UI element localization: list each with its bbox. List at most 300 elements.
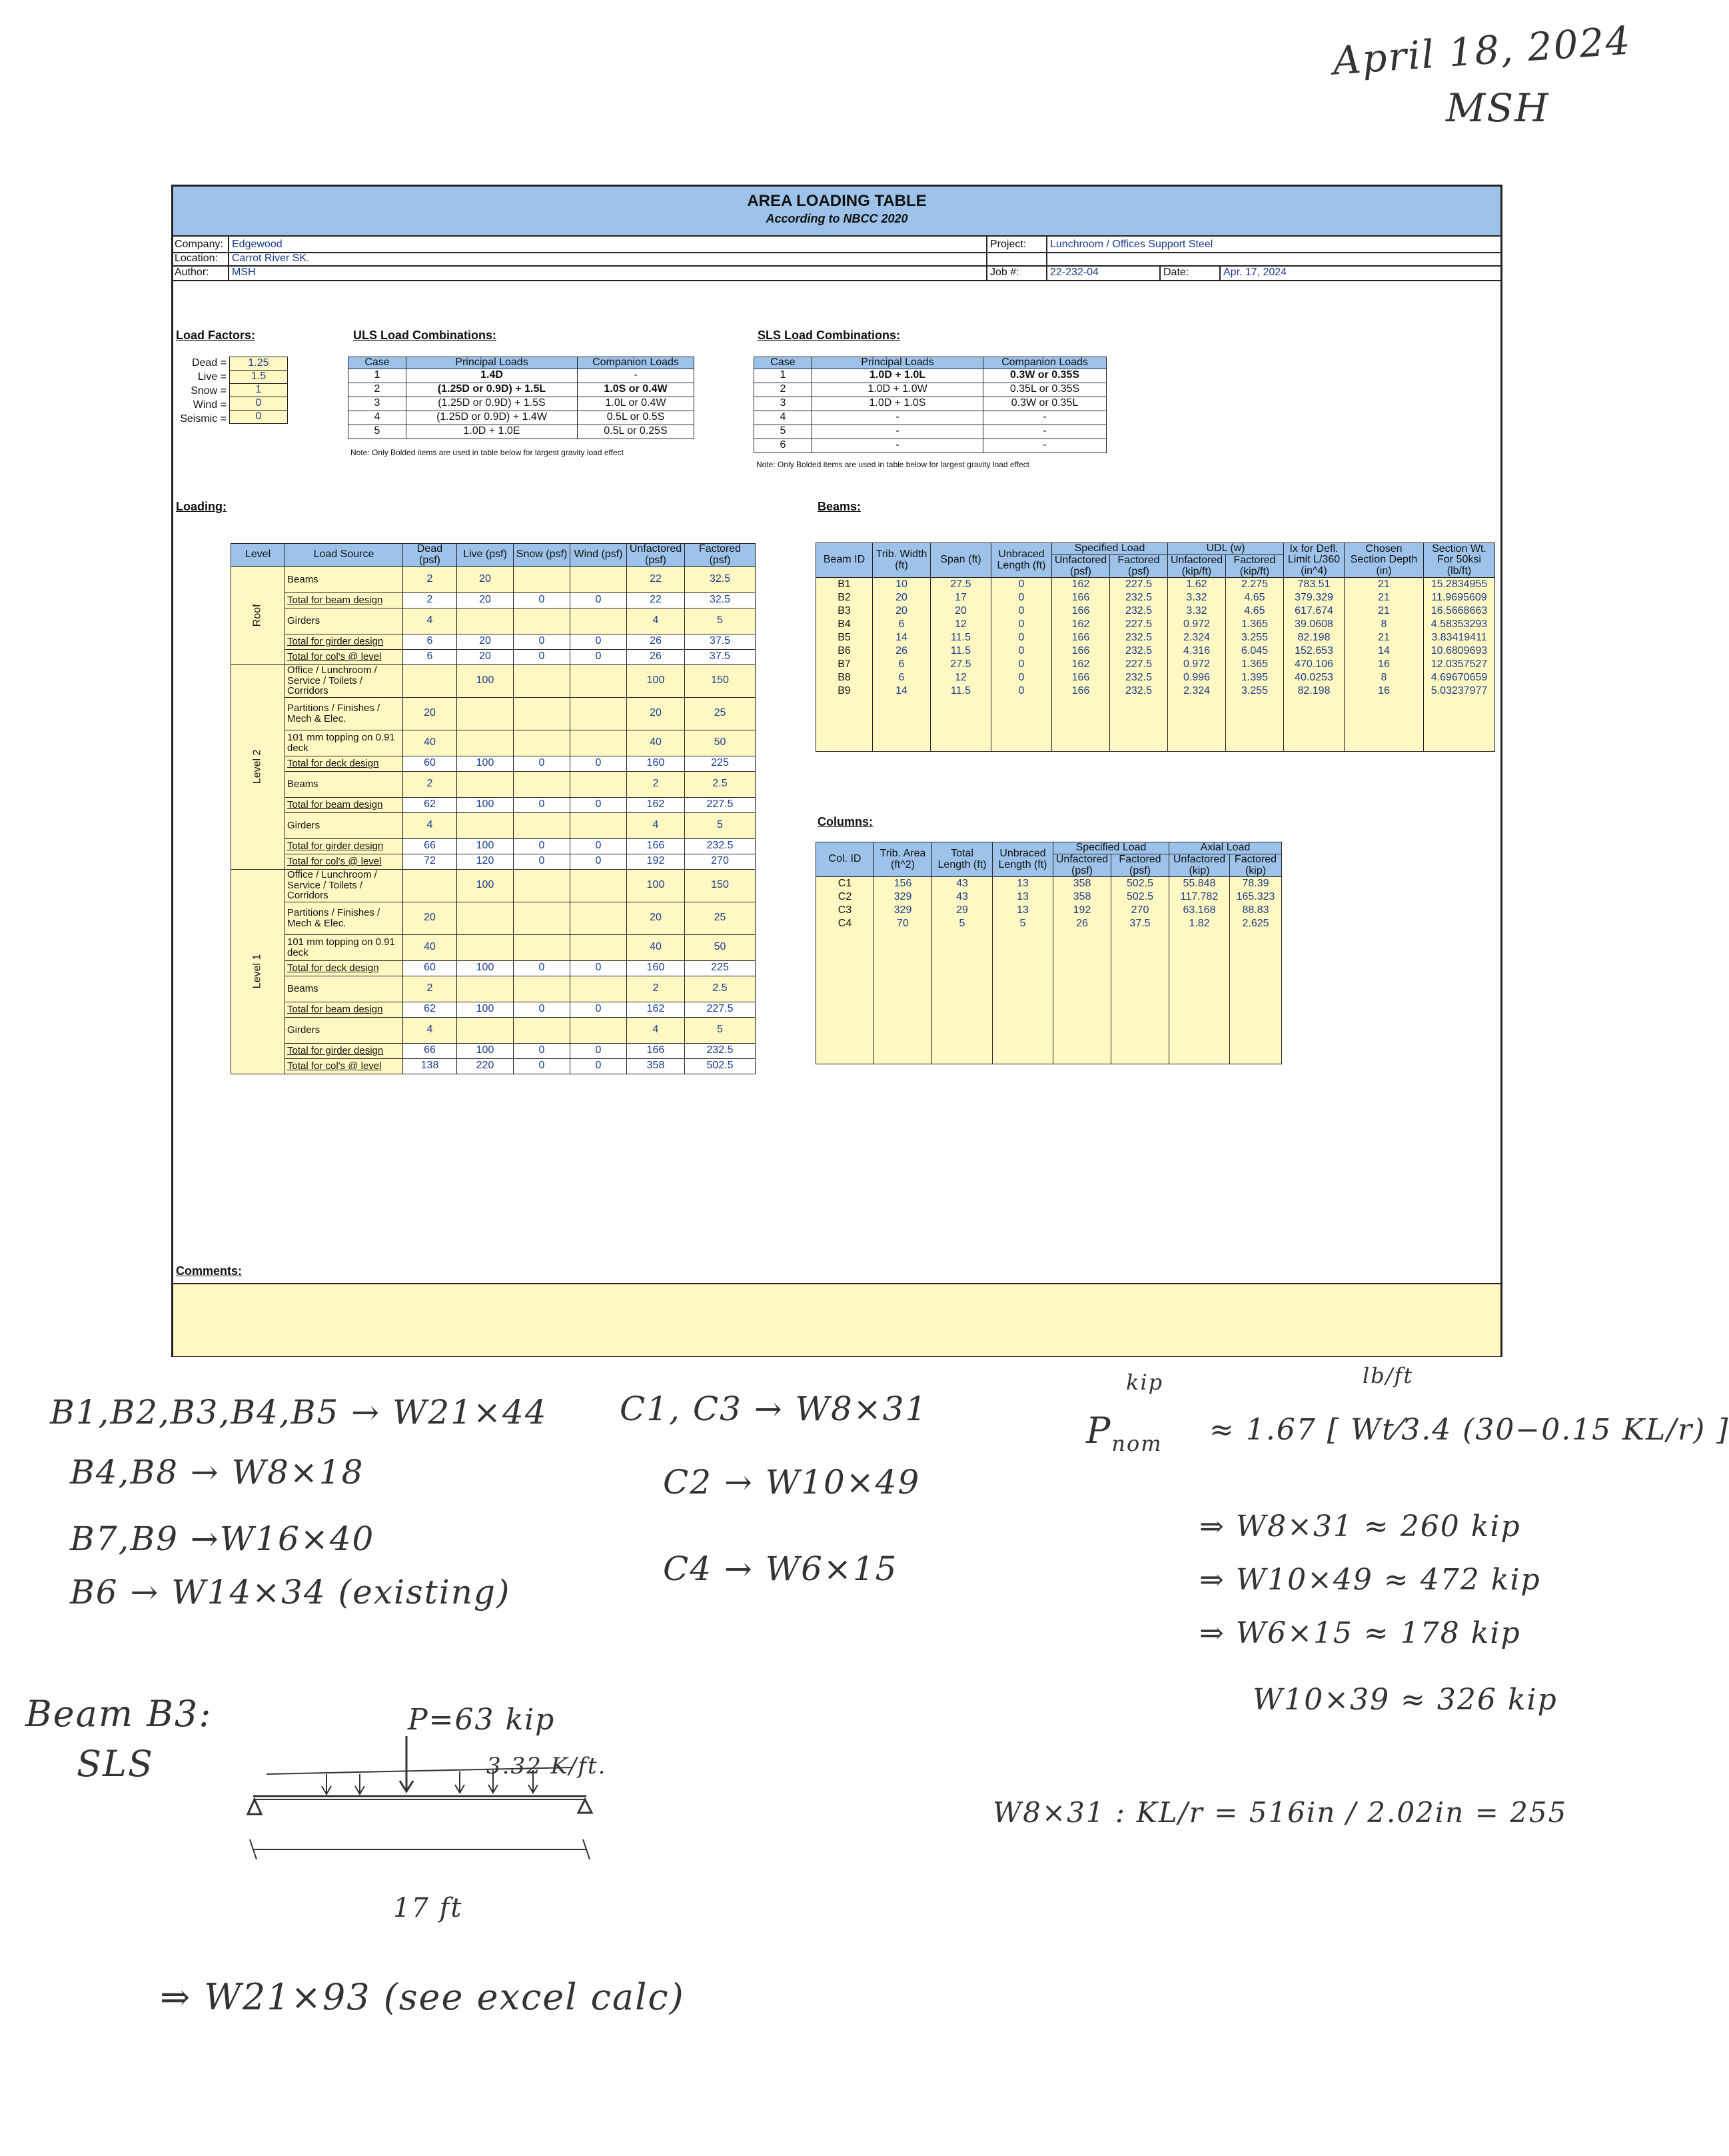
- beam-value: 232.5: [1110, 604, 1168, 618]
- beam-sketch: [240, 1733, 613, 1879]
- load-value: 162: [627, 797, 685, 812]
- load-value: 225: [685, 756, 756, 771]
- beam-row: [816, 684, 1495, 698]
- load-source: Beams: [285, 566, 403, 592]
- load-value: 66: [403, 1043, 457, 1058]
- load-value: 2.5: [685, 771, 756, 797]
- handwritten-date: April 18, 2024: [1331, 17, 1633, 84]
- beam-value: 15.2834955: [1424, 578, 1495, 592]
- beam-value: 16.5668663: [1424, 604, 1495, 618]
- load-value: 0: [514, 592, 570, 608]
- load-value: 0: [514, 649, 570, 664]
- load-value: 166: [627, 838, 685, 854]
- load-value: 62: [403, 797, 457, 812]
- load-value: 4: [403, 812, 457, 838]
- loading-row: [231, 960, 756, 976]
- point-load-label: P=63 kip: [408, 1703, 556, 1737]
- beam-value: 232.5: [1110, 591, 1168, 604]
- load-value: 0: [514, 854, 570, 869]
- columns-table: Col. ID Trib. Area (ft^2) Total Length (ft) Unbraced Length (ft) Specified Load Axial Load Unfactored (psf) Factored (psf) Unfactored (kip) Factored (kip) C1 156 43 13 358 502.5 55.848 78.39 C2 329 43 13 358 502.5 117.782 165.323 C3 329 29 13 192 270 63.168 88.83 C4 70 5 5 26 37.5 1.82 2.625: [816, 842, 1282, 1064]
- load-value: 2: [403, 592, 457, 608]
- load-value: 40: [627, 730, 685, 756]
- load-value: 40: [403, 730, 457, 756]
- beam-value: 4.65: [1226, 591, 1284, 604]
- load-value: 227.5: [685, 1002, 756, 1017]
- beam-id: B8: [816, 671, 873, 684]
- load-value: 5: [685, 1017, 756, 1043]
- load-value: [514, 664, 570, 697]
- loading-row: [231, 869, 756, 902]
- load-value: 0: [570, 960, 627, 976]
- project-label: Project:: [990, 239, 1027, 250]
- beam-value: 4.58353293: [1424, 618, 1495, 631]
- load-value: 20: [627, 697, 685, 730]
- beam-id: B7: [816, 658, 873, 671]
- load-value: [514, 771, 570, 797]
- beam-value: 27.5: [931, 578, 991, 592]
- load-value: [457, 976, 514, 1002]
- beam-value: 379.329: [1284, 591, 1345, 604]
- loading-row: [231, 649, 756, 664]
- load-value: 0: [514, 1002, 570, 1017]
- load-value: 0: [570, 854, 627, 869]
- load-value: 220: [457, 1058, 514, 1074]
- load-value: 50: [685, 730, 756, 756]
- beam-value: 12: [931, 618, 991, 631]
- loading-row: [231, 1058, 756, 1074]
- column-value: 13: [993, 877, 1053, 891]
- beam-value: 12: [931, 671, 991, 684]
- column-value: 13: [993, 890, 1053, 904]
- beam-value: 1.365: [1226, 618, 1284, 631]
- uls-table: Case Principal Loads Companion Loads 1 1.4D - 2 (1.25D or 0.9D) + 1.5L 1.0S or 0.4W 3 (1.25D or 0.9D) + 1.5S 1.0L or 0.4W 4 (1.25D or 0.9D) + 1.4W 0.5L or 0.5S 5 1.0D + 1.0E 0.5L or 0.25S: [348, 357, 694, 439]
- beam-value: 5.03237977: [1424, 684, 1495, 698]
- beam-value: 166: [1052, 671, 1110, 684]
- load-source: Total for beam design: [285, 592, 403, 608]
- columns-title: Columns:: [818, 815, 873, 828]
- column-value: 329: [874, 904, 932, 917]
- load-source: Total for girder design: [285, 838, 403, 854]
- beam-value: 14: [873, 684, 931, 698]
- beam-value: 166: [1052, 604, 1110, 618]
- load-value: [570, 1017, 627, 1043]
- load-value: [457, 730, 514, 756]
- beam-value: 0: [991, 658, 1052, 671]
- load-value: [457, 934, 514, 960]
- load-value: 0: [570, 838, 627, 854]
- load-value: [514, 730, 570, 756]
- column-value: 78.39: [1230, 877, 1282, 891]
- load-value: 37.5: [685, 634, 756, 649]
- load-value: 4: [627, 812, 685, 838]
- column-value: 358: [1053, 890, 1111, 904]
- beam-value: 3.32: [1168, 591, 1226, 604]
- load-value: 100: [627, 869, 685, 902]
- beam-value: 4.316: [1168, 644, 1226, 658]
- load-value: [514, 976, 570, 1002]
- load-value: 232.5: [685, 1043, 756, 1058]
- beam-value: 162: [1052, 658, 1110, 671]
- load-source: Office / Lunchroom / Service / Toilets / Corridors: [285, 664, 403, 697]
- uls-title: ULS Load Combinations:: [353, 329, 496, 342]
- beam-value: 0: [991, 644, 1052, 658]
- company-value: Edgewood: [232, 239, 283, 250]
- column-value: 165.323: [1230, 890, 1282, 904]
- load-value: 0: [570, 592, 627, 608]
- beam-value: 227.5: [1110, 618, 1168, 631]
- sheet-subtitle: According to NBCC 2020: [766, 212, 908, 225]
- loading-row: [231, 771, 756, 797]
- load-value: 25: [685, 697, 756, 730]
- load-value: [457, 771, 514, 797]
- column-value: 63.168: [1169, 904, 1230, 917]
- load-value: [570, 771, 627, 797]
- beam-value: 0: [991, 631, 1052, 644]
- beam-value: 82.198: [1284, 631, 1345, 644]
- column-row: [816, 917, 1282, 930]
- beam-value: 26: [873, 644, 931, 658]
- column-value: 117.782: [1169, 890, 1230, 904]
- load-value: 0: [570, 1002, 627, 1017]
- beam-value: 0: [991, 671, 1052, 684]
- load-value: 166: [627, 1043, 685, 1058]
- load-source: Total for girder design: [285, 634, 403, 649]
- beam-row: [816, 591, 1495, 604]
- load-value: [570, 566, 627, 592]
- company-label: Company:: [175, 239, 223, 250]
- beam-value: 17: [931, 591, 991, 604]
- beam-value: 470.106: [1284, 658, 1345, 671]
- loading-row: [231, 756, 756, 771]
- load-value: 60: [403, 960, 457, 976]
- load-value: 0: [514, 1043, 570, 1058]
- beam-value: 21: [1345, 578, 1424, 592]
- beam-value: 6: [873, 658, 931, 671]
- sls-note: Note: Only Bolded items are used in table below for largest gravity load effect: [756, 460, 1029, 469]
- level-label: Level 1: [231, 869, 285, 1074]
- load-value: 138: [403, 1058, 457, 1074]
- beam-value: 20: [873, 591, 931, 604]
- load-source: Total for girder design: [285, 1043, 403, 1058]
- author-label: Author:: [175, 267, 209, 278]
- uls-note: Note: Only Bolded items are used in table below for largest gravity load effect: [350, 448, 624, 457]
- load-value: [514, 697, 570, 730]
- load-value: 5: [685, 608, 756, 634]
- load-value: [570, 934, 627, 960]
- load-value: 120: [457, 854, 514, 869]
- beam-value: 2.275: [1226, 578, 1284, 592]
- load-value: 2: [403, 771, 457, 797]
- load-source: 101 mm topping on 0.91 deck: [285, 934, 403, 960]
- load-value: [457, 1017, 514, 1043]
- beam-id: B2: [816, 591, 873, 604]
- load-value: [570, 812, 627, 838]
- load-value: 72: [403, 854, 457, 869]
- load-value: [514, 566, 570, 592]
- beam-row: [816, 631, 1495, 644]
- load-value: 232.5: [685, 838, 756, 854]
- beam-value: 6: [873, 671, 931, 684]
- beam-value: 82.198: [1284, 684, 1345, 698]
- load-value: 100: [457, 869, 514, 902]
- beam-value: 232.5: [1110, 631, 1168, 644]
- load-value: 0: [570, 1043, 627, 1058]
- beam-value: 21: [1345, 591, 1424, 604]
- loading-row: [231, 902, 756, 934]
- load-value: 2: [403, 976, 457, 1002]
- beam-value: 8: [1345, 671, 1424, 684]
- load-value: 502.5: [685, 1058, 756, 1074]
- column-value: 329: [874, 890, 932, 904]
- loading-row: [231, 838, 756, 854]
- load-value: 25: [685, 902, 756, 934]
- column-value: 88.83: [1230, 904, 1282, 917]
- column-value: 192: [1053, 904, 1111, 917]
- beams-title: Beams:: [818, 500, 862, 513]
- beam-value: 162: [1052, 578, 1110, 592]
- load-source: Office / Lunchroom / Service / Toilets / Corridors: [285, 869, 403, 902]
- beam-value: 4.69670659: [1424, 671, 1495, 684]
- load-source: Total for beam design: [285, 1002, 403, 1017]
- beam-value: 0.996: [1168, 671, 1226, 684]
- load-value: 0: [570, 756, 627, 771]
- beam-value: 0: [991, 684, 1052, 698]
- load-value: 100: [457, 1002, 514, 1017]
- load-value: [570, 697, 627, 730]
- beam-value: 10: [873, 578, 931, 592]
- area-loading-sheet: AREA LOADING TABLE According to NBCC 2020 Company: Edgewood Location: Carrot River SK. Author: MSH Project: Lunchroom / Offices Support Steel Job #: 22-232-04 Date: Apr. 17, 2024 Load Factors: Dead = Live = Snow = Wind = Seismic = 1.25 1.5 1 0 0 ULS Load Combinations: Case Principal Loads Companion Loads 1 1.4D - 2 (1.25D or 0.9D) + 1.5L 1.0S or 0.4W 3 (1.25D or 0.9D) + 1.5S 1.0L or 0.4W 4 (1.25D or 0.9D) + 1.4W 0.5L or 0.5S 5 1.0D + 1.0E 0.5L or 0.25S Note: Only Bolded items are used in table below for largest gravity load effect SLS Load Combinations: Case Principal Loads Companion Loads 1 1.0D + 1.0L 0.3W or 0.35S 2 1.0D + 1.0W 0.35L or 0.35S 3 1.0D + 1.0S 0.3W or 0.35L 4 - - 5 - - 6 - - Note: Only Bolded items are used in table below for largest gravity load effect Loading: Level Load Source Dead (psf) Live (psf) Snow (psf) Wind (psf) Unfactored (psf) Factored (psf) Roof Beams 2 20 22 32.5 Total for beam design 2 20 0 0 22 32.5 Girders 4 4 5 Total for girder design 6 20 0 0 26 37.5 Total for col's @ level 6 20 0 0 26 37.5 Level 2 Office / Lunchroom / Service / Toilets / Corridors 100 100 150 Partitions / Finishes / Mech & Elec. 20 20 25 101 mm topping on 0.91 deck 40 40 50 Total for deck design 60 100 0 0 160 225 Beams 2 2 2.5 Total for beam design 62 100 0 0 162 227.5 Girders 4 4 5 Total for girder design 66 100 0 0 166 232.5 Total for col's @ level 72 120 0 0 192 270 Level 1 Office / Lunchroom / Service / Toilets / Corridors 100 100 150 Partitions / Finishes / Mech & Elec. 20 20 25 101 mm topping on 0.91 deck 40 40 50 Total for deck design 60 100 0 0 160 225 Beams 2 2 2.5 Total for beam design 62 100 0 0 162 227.5 Girders 4 4 5 Total for girder design 66 100 0 0 166 232.5 Total for col's @ level 138 220 0 0 358 502.5 Beams: Beam ID Trib. Width (ft) Span (ft) Unbraced Length (ft) Specified Load UDL (w) Ix for Defl. Limit L/360 (in^4) Chosen Section Depth (in) Section Wt. For 50ksi (lb/ft) Unfactored (psf) Factored (psf) Unfactored (kip/ft) Factored (kip/ft) B1 10 27.5 0 162 227.5 1.62 2.275 783.51 21 15.2834955 B2 20 17 0 166 232.5 3.32 4.65 379.329 21 11.9695609 B3 20 20 0 166 232.5 3.32 4.65 617.674 21 16.5668663 B4 6 12 0 162 227.5 0.972 1.365 39.0608 8 4.58353293 B5 14 11.5 0 166 232.5 2.324 3.255 82.198 21 3.83419411 B6 26 11.5 0 166 232.5 4.316 6.045 152.653 14 10.6809693 B7 6 27.5 0 162 227.5 0.972 1.365 470.106 16 12.0357527 B8 6 12 0 166 232.5 0.996 1.395 40.0253 8 4.69670659 B9 14 11.5 0 166 232.5 2.324 3.255 82.198 16 5.03237977 Columns: Col. ID Trib. Area (ft^2) Total Length (ft) Unbraced Length (ft) Specified Load Axial Load Unfactored (psf) Factored (psf) Unfactored (kip) Factored (kip) C1 156 43 13 358 502.5 55.848 78.39 C2 329 43 13 358 502.5 117.782 165.323 C3 329 29 13 192 270 63.168 88.83 C4 70 5 5 26 37.5 1.82 2.625 Comments:: [171, 185, 1502, 1357]
- load-factors-title: Load Factors:: [176, 329, 256, 342]
- beam-value: 2.324: [1168, 631, 1226, 644]
- load-value: [570, 608, 627, 634]
- loading-row: [231, 1043, 756, 1058]
- beam-id: B6: [816, 644, 873, 658]
- load-value: 20: [403, 697, 457, 730]
- beam-id: B3: [816, 604, 873, 618]
- beam-value: 783.51: [1284, 578, 1345, 592]
- load-value: 32.5: [685, 566, 756, 592]
- comments-area: [173, 1283, 1500, 1356]
- load-value: 20: [457, 634, 514, 649]
- load-value: 100: [457, 797, 514, 812]
- load-value: 0: [514, 756, 570, 771]
- beam-row: [816, 578, 1495, 592]
- date-value: Apr. 17, 2024: [1223, 267, 1287, 278]
- beam-value: 6.045: [1226, 644, 1284, 658]
- load-value: 0: [514, 634, 570, 649]
- sls-title: SLS Load Combinations:: [758, 329, 900, 342]
- project-value: Lunchroom / Offices Support Steel: [1050, 239, 1213, 250]
- load-value: 5: [685, 812, 756, 838]
- column-value: 37.5: [1111, 917, 1169, 930]
- load-value: [570, 902, 627, 934]
- load-value: 150: [685, 664, 756, 697]
- udl-label: 3.32 K/ft.: [486, 1753, 607, 1779]
- loading-title: Loading:: [176, 500, 227, 513]
- load-value: 100: [627, 664, 685, 697]
- load-value: [514, 1017, 570, 1043]
- load-value: [514, 869, 570, 902]
- sls-label: SLS: [77, 1743, 154, 1785]
- beams-table: Beam ID Trib. Width (ft) Span (ft) Unbraced Length (ft) Specified Load UDL (w) Ix for Defl. Limit L/360 (in^4) Chosen Section Depth (in) Section Wt. For 50ksi (lb/ft) Unfactored (psf) Factored (psf) Unfactored (kip/ft) Factored (kip/ft) B1 10 27.5 0 162 227.5 1.62 2.275 783.51 21 15.2834955 B2 20 17 0 166 232.5 3.32 4.65 379.329 21 11.9695609 B3 20 20 0 166 232.5 3.32 4.65 617.674 21 16.5668663 B4 6 12 0 162 227.5 0.972 1.365 39.0608 8 4.58353293 B5 14 11.5 0 166 232.5 2.324 3.255 82.198 21 3.83419411 B6 26 11.5 0 166 232.5 4.316 6.045 152.653 14 10.6809693 B7 6 27.5 0 162 227.5 0.972 1.365 470.106 16 12.0357527 B8 6 12 0 166 232.5 0.996 1.395 40.0253 8 4.69670659 B9 14 11.5 0 166 232.5 2.324 3.255 82.198 16 5.03237977: [816, 542, 1495, 752]
- load-value: 4: [403, 1017, 457, 1043]
- load-value: [403, 664, 457, 697]
- beam-value: 0.972: [1168, 658, 1226, 671]
- load-value: 162: [627, 1002, 685, 1017]
- column-value: 29: [932, 904, 993, 917]
- level-label: Roof: [231, 566, 285, 664]
- load-value: 4: [627, 608, 685, 634]
- column-value: 70: [874, 917, 932, 930]
- column-value: 43: [932, 890, 993, 904]
- beam-row: [816, 618, 1495, 631]
- load-value: 0: [514, 838, 570, 854]
- beam-value: 0: [991, 591, 1052, 604]
- sls-table: Case Principal Loads Companion Loads 1 1.0D + 1.0L 0.3W or 0.35S 2 1.0D + 1.0W 0.35L or 0.35S 3 1.0D + 1.0S 0.3W or 0.35L 4 - - 5 - - 6 - -: [754, 357, 1107, 453]
- load-source: Girders: [285, 812, 403, 838]
- column-value: 358: [1053, 877, 1111, 891]
- beam-value: 166: [1052, 644, 1110, 658]
- job-value: 22-232-04: [1050, 267, 1099, 278]
- load-source: Partitions / Finishes / Mech & Elec.: [285, 697, 403, 730]
- load-value: 40: [627, 934, 685, 960]
- load-value: 192: [627, 854, 685, 869]
- handwritten-initials: MSH: [1446, 85, 1550, 131]
- beam-value: 11.9695609: [1424, 591, 1495, 604]
- load-source: 101 mm topping on 0.91 deck: [285, 730, 403, 756]
- beam-value: 3.83419411: [1424, 631, 1495, 644]
- loading-row: [231, 608, 756, 634]
- load-value: 26: [627, 649, 685, 664]
- beam-value: 0: [991, 604, 1052, 618]
- loading-row: [231, 1002, 756, 1017]
- beam-value: 152.653: [1284, 644, 1345, 658]
- load-value: [514, 812, 570, 838]
- beam-value: 16: [1345, 658, 1424, 671]
- beam-value: 20: [931, 604, 991, 618]
- load-value: 20: [627, 902, 685, 934]
- load-value: [514, 934, 570, 960]
- load-value: [457, 608, 514, 634]
- load-value: 0: [570, 649, 627, 664]
- load-value: 0: [514, 960, 570, 976]
- beam-value: 11.5: [931, 644, 991, 658]
- loading-table: Level Load Source Dead (psf) Live (psf) Snow (psf) Wind (psf) Unfactored (psf) Factored (psf) Roof Beams 2 20 22 32.5 Total for beam design 2 20 0 0 22 32.5 Girders 4 4 5 Total for girder design 6 20 0 0 26 37.5 Total for col's @ level 6 20 0 0 26 37.5 Level 2 Office / Lunchroom / Service / Toilets / Corridors 100 100 150 Partitions / Finishes / Mech & Elec. 20 20 25 101 mm topping on 0.91 deck 40 40 50 Total for deck design 60 100 0 0 160 225 Beams 2 2 2.5 Total for beam design 62 100 0 0 162 227.5 Girders 4 4 5 Total for girder design 66 100 0 0 166 232.5 Total for col's @ level 72 120 0 0 192 270 Level 1 Office / Lunchroom / Service / Toilets / Corridors 100 100 150 Partitions / Finishes / Mech & Elec. 20 20 25 101 mm topping on 0.91 deck 40 40 50 Total for deck design 60 100 0 0 160 225 Beams 2 2 2.5 Total for beam design 62 100 0 0 162 227.5 Girders 4 4 5 Total for girder design 66 100 0 0 166 232.5 Total for col's @ level 138 220 0 0 358 502.5: [231, 543, 756, 1074]
- load-value: 0: [514, 797, 570, 812]
- beam-value: 10.6809693: [1424, 644, 1495, 658]
- location-value: Carrot River SK.: [232, 253, 310, 264]
- load-value: 100: [457, 1043, 514, 1058]
- beam-value: 166: [1052, 631, 1110, 644]
- column-row: [816, 890, 1282, 904]
- load-value: 22: [627, 566, 685, 592]
- load-value: [457, 697, 514, 730]
- load-value: [403, 869, 457, 902]
- column-value: 5: [932, 917, 993, 930]
- loading-row: [231, 1017, 756, 1043]
- load-value: 20: [457, 592, 514, 608]
- beam-value: 0: [991, 578, 1052, 592]
- load-value: 0: [570, 634, 627, 649]
- beam-value: 4.65: [1226, 604, 1284, 618]
- beam-value: 14: [1345, 644, 1424, 658]
- load-value: 6: [403, 634, 457, 649]
- beam-value: 11.5: [931, 684, 991, 698]
- load-value: 0: [570, 797, 627, 812]
- beam-row: [816, 644, 1495, 658]
- load-value: [570, 730, 627, 756]
- beam-value: 232.5: [1110, 671, 1168, 684]
- beam-value: 21: [1345, 604, 1424, 618]
- sheet-title: AREA LOADING TABLE: [747, 192, 927, 210]
- load-value: 50: [685, 934, 756, 960]
- load-value: 358: [627, 1058, 685, 1074]
- column-value: 502.5: [1111, 877, 1169, 891]
- beam-b3-label: Beam B3:: [25, 1693, 213, 1735]
- beam-value: 12.0357527: [1424, 658, 1495, 671]
- column-value: 156: [874, 877, 932, 891]
- column-id: C3: [816, 904, 874, 917]
- beam-id: B4: [816, 618, 873, 631]
- beam-value: 21: [1345, 631, 1424, 644]
- load-factors-table: 1.25 1.5 1 0 0: [229, 357, 288, 424]
- load-source: Beams: [285, 976, 403, 1002]
- beam-value: 6: [873, 618, 931, 631]
- load-value: [457, 812, 514, 838]
- load-value: 0: [570, 1058, 627, 1074]
- load-value: 4: [403, 608, 457, 634]
- loading-row: [231, 566, 756, 592]
- loading-row: [231, 854, 756, 869]
- beam-row: [816, 658, 1495, 671]
- load-value: 20: [457, 649, 514, 664]
- column-value: 502.5: [1111, 890, 1169, 904]
- beam-value: 227.5: [1110, 578, 1168, 592]
- load-value: 227.5: [685, 797, 756, 812]
- loading-row: [231, 812, 756, 838]
- loading-row: [231, 664, 756, 697]
- beam-value: 16: [1345, 684, 1424, 698]
- column-id: C4: [816, 917, 874, 930]
- loading-row: [231, 697, 756, 730]
- beam-value: 11.5: [931, 631, 991, 644]
- beam-value: 1.395: [1226, 671, 1284, 684]
- load-value: [570, 664, 627, 697]
- load-value: 4: [627, 1017, 685, 1043]
- loading-row: [231, 797, 756, 812]
- beam-value: 166: [1052, 591, 1110, 604]
- column-value: 43: [932, 877, 993, 891]
- load-value: 26: [627, 634, 685, 649]
- beam-value: 0.972: [1168, 618, 1226, 631]
- beam-value: 2.324: [1168, 684, 1226, 698]
- load-value: 270: [685, 854, 756, 869]
- column-id: C1: [816, 877, 874, 891]
- load-source: Girders: [285, 1017, 403, 1043]
- load-source: Beams: [285, 771, 403, 797]
- beam-value: 14: [873, 631, 931, 644]
- load-value: 20: [457, 566, 514, 592]
- author-value: MSH: [232, 267, 256, 278]
- load-value: 60: [403, 756, 457, 771]
- load-source: Total for deck design: [285, 756, 403, 771]
- load-value: 0: [514, 1058, 570, 1074]
- kl-calc-note: W8×31 : KL/r = 516in / 2.02in = 255: [993, 1796, 1568, 1829]
- load-source: Total for deck design: [285, 960, 403, 976]
- column-row: [816, 904, 1282, 917]
- beam-value: 232.5: [1110, 644, 1168, 658]
- location-label: Location:: [175, 253, 218, 264]
